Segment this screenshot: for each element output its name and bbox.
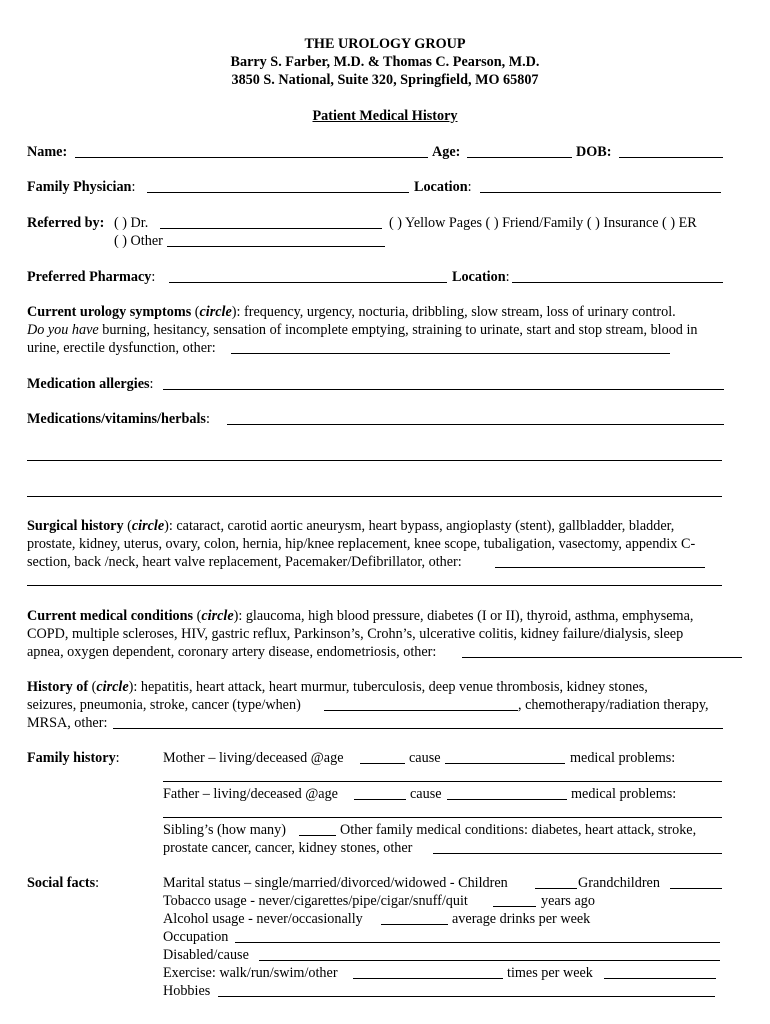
family-conditions-label: Other family medical conditions: diabetes, heart attack, stroke,: [340, 822, 697, 838]
org-name: THE UROLOGY GROUP: [304, 36, 466, 52]
disabled-field[interactable]: [259, 960, 720, 961]
occupation-label: Occupation: [163, 929, 229, 945]
mother-problems-field[interactable]: [163, 781, 722, 782]
exercise-times-label: times per week: [507, 965, 593, 981]
family-physician-label: Family Physician:: [27, 179, 136, 195]
mother-problems-label: medical problems:: [570, 750, 676, 766]
pharmacy-field[interactable]: [169, 282, 447, 283]
father-cause-label: cause: [410, 786, 442, 802]
allergies-label: Medication allergies:: [27, 376, 154, 392]
cancer-type-field[interactable]: [324, 710, 518, 711]
marital-label: Marital status – single/married/divorced/widowed - Children: [163, 875, 508, 891]
form-title: Patient Medical History: [312, 108, 458, 124]
mother-age-field[interactable]: [360, 763, 405, 764]
exercise-label: Exercise: walk/run/swim/other: [163, 965, 338, 981]
conditions-line-1: Current medical conditions (circle): glaucoma, high blood pressure, diabetes (I or II), thyroid, asthma, emphysema,: [27, 608, 694, 624]
alcohol-field[interactable]: [381, 924, 448, 925]
hobbies-field[interactable]: [218, 996, 715, 997]
age-label: Age:: [432, 144, 461, 160]
tobacco-label: Tobacco usage - never/cigarettes/pipe/cigar/snuff/quit: [163, 893, 468, 909]
exercise-field[interactable]: [353, 978, 503, 979]
pharmacy-location-field[interactable]: [512, 282, 723, 283]
medications-field-3[interactable]: [27, 496, 722, 497]
grandchildren-label: Grandchildren: [578, 875, 660, 891]
sibling-label: Sibling’s (how many): [163, 822, 286, 838]
family-history-label: Family history:: [27, 750, 120, 766]
father-label: Father – living/deceased @age: [163, 786, 338, 802]
surgical-other-field[interactable]: [495, 567, 705, 568]
hobbies-label: Hobbies: [163, 983, 211, 999]
symptoms-line-2: Do you have burning, hesitancy, sensation of incomplete emptying, straining to urinate, start and stop stream, blood in: [27, 322, 698, 338]
age-field[interactable]: [467, 157, 572, 158]
family-other-field[interactable]: [433, 853, 722, 854]
family-conditions-line-2: prostate cancer, cancer, kidney stones, other: [163, 840, 413, 856]
symptoms-line-3: urine, erectile dysfunction, other:: [27, 340, 216, 356]
other-option[interactable]: ( ) Other: [114, 233, 163, 249]
alcohol-drinks-label: average drinks per week: [452, 911, 591, 927]
symptoms-other-field[interactable]: [231, 353, 670, 354]
mother-cause-label: cause: [409, 750, 441, 766]
surgical-extra-field[interactable]: [27, 585, 722, 586]
family-physician-field[interactable]: [147, 192, 409, 193]
medications-field-2[interactable]: [27, 460, 722, 461]
father-age-field[interactable]: [354, 799, 406, 800]
mother-label: Mother – living/deceased @age: [163, 750, 344, 766]
location-label: Location:: [414, 179, 472, 195]
referral-options[interactable]: ( ) Yellow Pages ( ) Friend/Family ( ) Insurance ( ) ER: [389, 215, 697, 231]
medications-label: Medications/vitamins/herbals:: [27, 411, 210, 427]
father-problems-label: medical problems:: [571, 786, 677, 802]
tobacco-years-field[interactable]: [493, 906, 536, 907]
conditions-line-3: apnea, oxygen dependent, coronary artery disease, endometriosis, other:: [27, 644, 437, 660]
sibling-count-field[interactable]: [299, 835, 336, 836]
father-cause-field[interactable]: [447, 799, 567, 800]
symptoms-line-1: Current urology symptoms (circle): frequency, urgency, nocturia, dribbling, slow stream, loss of urinary control.: [27, 304, 676, 320]
medications-field-1[interactable]: [227, 424, 724, 425]
children-field[interactable]: [535, 888, 577, 889]
father-problems-field[interactable]: [163, 817, 722, 818]
name-field[interactable]: [75, 157, 428, 158]
referred-by-label: Referred by:: [27, 215, 105, 231]
location-field[interactable]: [480, 192, 721, 193]
history-line-2b: , chemotherapy/radiation therapy,: [518, 697, 709, 713]
dob-field[interactable]: [619, 157, 723, 158]
conditions-other-field[interactable]: [462, 657, 742, 658]
mother-cause-field[interactable]: [445, 763, 565, 764]
history-line-1: History of (circle): hepatitis, heart attack, heart murmur, tuberculosis, deep venue thrombosis, kidney stones,: [27, 679, 648, 695]
history-line-2a: seizures, pneumonia, stroke, cancer (type/when): [27, 697, 301, 713]
allergies-field[interactable]: [163, 389, 724, 390]
dr-field[interactable]: [160, 228, 382, 229]
other-referral-field[interactable]: [167, 246, 385, 247]
alcohol-label: Alcohol usage - never/occasionally: [163, 911, 363, 927]
social-facts-label: Social facts:: [27, 875, 100, 891]
tobacco-years-label: years ago: [541, 893, 595, 909]
history-line-3: MRSA, other:: [27, 715, 108, 731]
dr-option[interactable]: ( ) Dr.: [114, 215, 149, 231]
dob-label: DOB:: [576, 144, 612, 160]
pharmacy-label: Preferred Pharmacy:: [27, 269, 156, 285]
name-label: Name:: [27, 144, 68, 160]
grandchildren-field[interactable]: [670, 888, 722, 889]
history-other-field[interactable]: [113, 728, 723, 729]
conditions-line-2: COPD, multiple scleroses, HIV, gastric reflux, Parkinson’s, Crohn’s, ulcerative colitis, kidney failure/dialysis, sleep: [27, 626, 684, 642]
surgical-line-1: Surgical history (circle): cataract, carotid aortic aneurysm, heart bypass, angioplasty (stent), gallbladder, bladder,: [27, 518, 675, 534]
disabled-label: Disabled/cause: [163, 947, 249, 963]
surgical-line-2: prostate, kidney, uterus, ovary, colon, hernia, hip/knee replacement, knee scope, tubaligation, vasectomy, appendix C-: [27, 536, 696, 552]
exercise-times-field[interactable]: [604, 978, 716, 979]
surgical-line-3: section, back /neck, heart valve replacement, Pacemaker/Defibrillator, other:: [27, 554, 462, 570]
pharmacy-location-label: Location:: [452, 269, 510, 285]
clinic-address: 3850 S. National, Suite 320, Springfield, MO 65807: [231, 72, 539, 88]
doctor-names: Barry S. Farber, M.D. & Thomas C. Pearson, M.D.: [230, 54, 540, 70]
occupation-field[interactable]: [235, 942, 720, 943]
